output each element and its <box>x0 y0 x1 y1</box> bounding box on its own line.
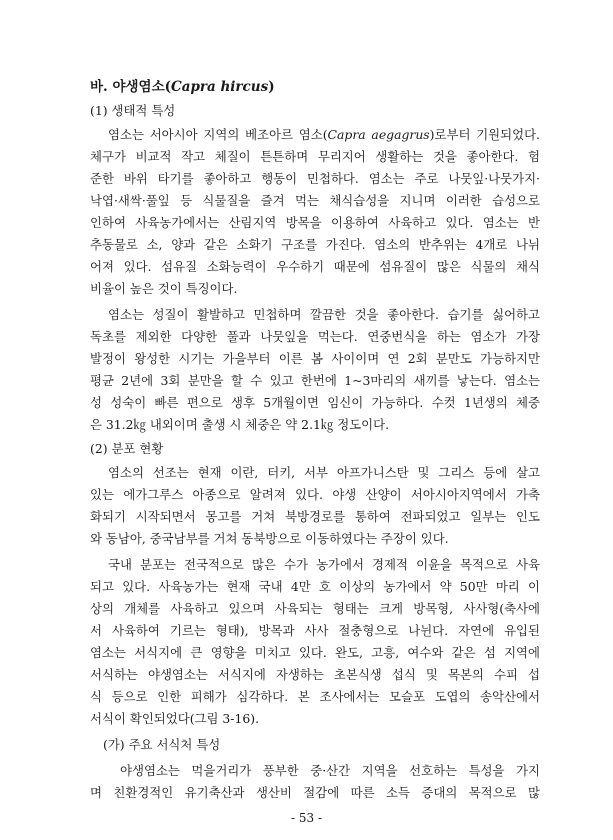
paragraph-line: 성 성숙이 빠른 편으로 생후 5개월이면 임신이 가능하다. 수컷 1년생의 체중 <box>90 395 540 410</box>
paragraph-line: 염소의 선조는 현재 이란, 터키, 서부 아프가니스탄 및 그리스 등에 살고 <box>108 465 540 480</box>
paragraph-line: 염소는 서아시아 지역의 베조아르 염소(Capra aegagrus)로부터 기원되었다. <box>108 127 540 142</box>
paragraph-line: 야생염소는 먹을거리가 풍부한 중·산간 지역을 선호하는 특성을 가지 <box>120 763 540 778</box>
subsubsection-heading-habitat: (가) 주요 서식처 특성 <box>103 737 221 752</box>
paragraph-line: 독초를 제외한 다양한 풀과 나뭇잎을 먹는다. 연중번식을 하는 염소가 가장 <box>90 329 540 344</box>
subsection-heading-ecology: (1) 생태적 특성 <box>90 103 176 118</box>
paragraph-line: 인하여 사육농가에서는 산림지역 방목을 이용하여 사육하고 있다. 염소는 반 <box>90 215 540 230</box>
paragraph-line: 추동물로 소, 양과 같은 소화기 구조를 가진다. 염소의 반추위는 4개로 나뉘 <box>90 237 540 252</box>
paragraph-line: 며 친환경적인 유기축산과 생산비 절감에 따른 소득 증대의 목적으로 많 <box>90 785 540 800</box>
page-number: - 53 - <box>290 811 322 825</box>
section-heading: 바. 야생염소(Capra hircus) <box>90 79 275 95</box>
paragraph-line: 체구가 비교적 작고 체질이 튼튼하며 무리지어 생활하는 것을 좋아한다. 험 <box>90 149 540 164</box>
paragraph-line: 발정이 왕성한 시기는 가을부터 이른 봄 사이이며 연 2회 분만도 가능하지만 <box>90 351 540 366</box>
paragraph-line: 준한 바위 타기를 좋아하고 행동이 민첩하다. 염소는 주로 나뭇잎·나뭇가지· <box>90 171 540 186</box>
paragraph-line: 되고 있다. 사육농가는 현재 국내 4만 호 이상의 농가에서 약 50만 마리 이 <box>90 579 540 594</box>
paragraph-line: 낙엽·새싹·풀잎 등 식물질을 즐겨 먹는 채식습성을 지니며 이러한 습성으로 <box>90 193 540 208</box>
paragraph-line: 국내 분포는 전국적으로 많은 수가 농가에서 경제적 이윤을 목적으로 사육 <box>108 557 540 572</box>
paragraph-line: 상의 개체를 사육하고 있으며 사육되는 형태는 크게 방목형, 사사형(축사에 <box>90 601 540 616</box>
paragraph-line: 있는 에가그루스 아종으로 알려져 있다. 야생 산양이 서아시아지역에서 가축 <box>90 487 540 502</box>
paragraph-line: 은 31.2㎏ 내외이며 출생 시 체중은 약 2.1㎏ 정도이다. <box>90 417 390 432</box>
paragraph-line: 염소는 서식지에 큰 영향을 미치고 있다. 완도, 고흥, 여수와 같은 섬 지역에 <box>90 645 540 660</box>
paragraph-line: 비율이 높은 것이 특징이다. <box>90 281 238 296</box>
paragraph-line: 평균 2년에 3회 분만을 할 수 있고 한번에 1~3마리의 새끼를 낳는다. 염소는 <box>90 373 540 388</box>
paragraph-line: 서식이 확인되었다(그림 3-16). <box>90 711 260 726</box>
subsection-heading-distribution: (2) 분포 현황 <box>90 441 164 456</box>
paragraph-line: 식 등으로 인한 피해가 심각하다. 본 조사에서는 모슬포 도엽의 송악산에서 <box>90 689 540 704</box>
paragraph-line: 화되기 시작되면서 몽고를 거쳐 북방경로를 통하여 전파되었고 일부는 인도 <box>90 509 540 524</box>
paragraph-line: 서식하는 야생염소는 서식지에 자생하는 초본식생 섭식 및 목본의 수피 섭 <box>90 667 540 682</box>
paragraph-line: 염소는 성질이 활발하고 민첩하며 깔끔한 것을 좋아한다. 습기를 싫어하고 <box>108 307 540 322</box>
paragraph-line: 어져 있다. 섬유질 소화능력이 우수하기 때문에 섬유질이 많은 식물의 채식 <box>90 259 540 274</box>
paragraph-line: 서 사육하여 기르는 형태), 방목과 사사 절충형으로 나뉜다. 자연에 유입된 <box>90 623 540 638</box>
paragraph-line: 와 동남아, 중국남부를 거쳐 동북방으로 이동하였다는 주장이 있다. <box>90 531 449 546</box>
